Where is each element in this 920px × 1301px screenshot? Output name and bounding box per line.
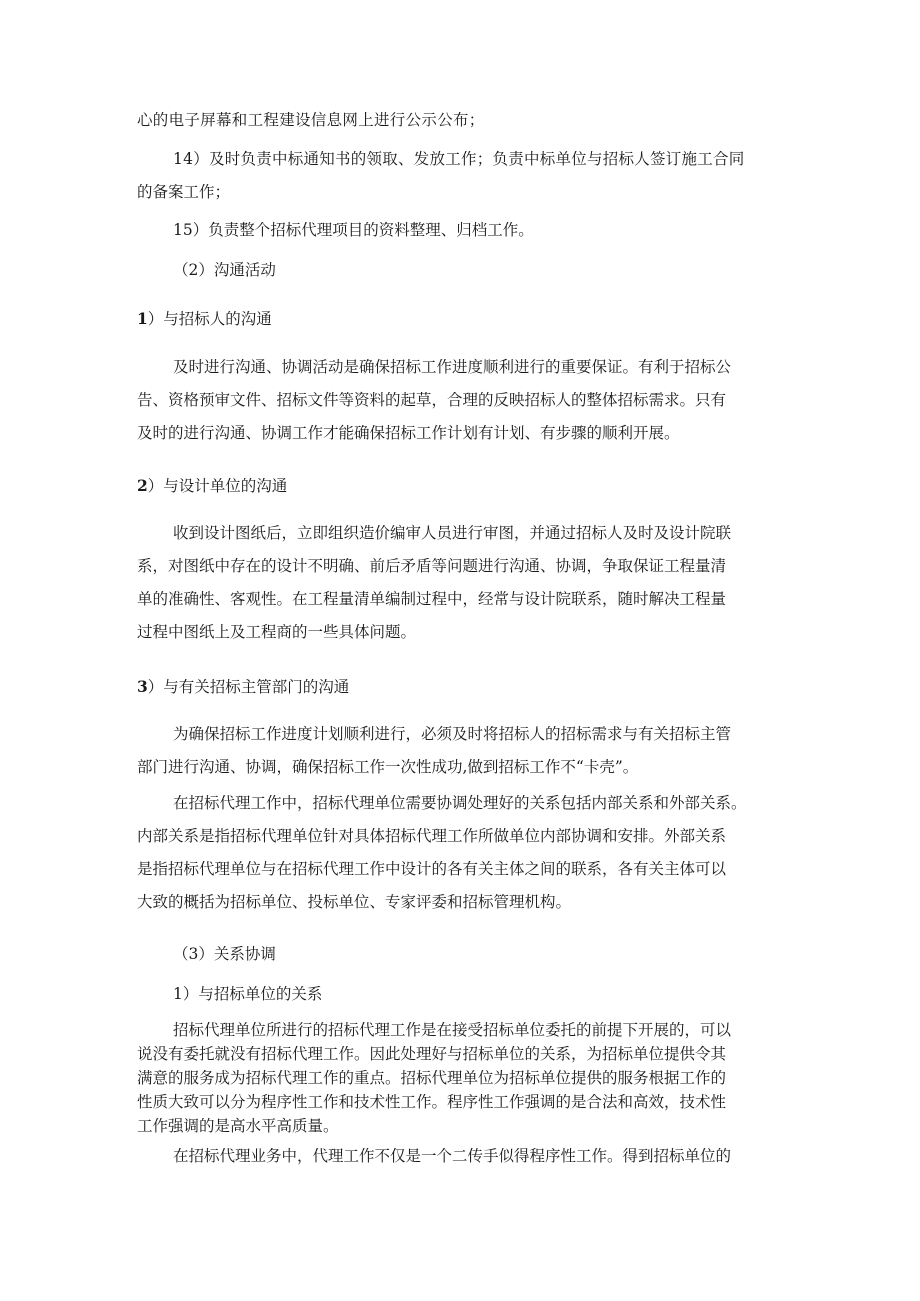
text-line: 大致的概括为招标单位、投标单位、专家评委和招标管理机构。 bbox=[137, 893, 572, 911]
text-line: 告、资格预审文件、招标文件等资料的起草，合理的反映招标人的整体招标需求。只有 bbox=[137, 391, 727, 409]
text-line bbox=[137, 302, 787, 336]
text-line: 内部关系是指招标代理单位针对具体招标代理工作所做单位内部协调和安排。外部关系 bbox=[137, 827, 727, 845]
heading-1 bbox=[137, 302, 787, 336]
text-line: 14）及时负责中标通知书的领取、发放工作；负责中标单位与招标人签订施工合同 bbox=[173, 150, 745, 168]
text-line: 15）负责整个招标代理项目的资料整理、归档工作。 bbox=[173, 221, 534, 239]
paragraph-5 bbox=[137, 1018, 787, 1138]
text-line: 是指招标代理单位与在招标代理工作中设计的各有关主体之间的联系，各有关主体可以 bbox=[137, 860, 727, 878]
text-line: 单的准确性、客观性。在工程量清单编制过程中，经常与设计院联系，随时解决工程量 bbox=[137, 590, 727, 608]
paragraph-3 bbox=[137, 718, 787, 784]
heading-text: ）与招标人的沟通 bbox=[147, 310, 272, 328]
section-heading-3 bbox=[137, 938, 787, 971]
text-line: 部门进行沟通、协调，确保招标工作一次性成功,做到招标工作不“卡壳”。 bbox=[137, 758, 639, 776]
text-line: 工作强调的是高水平高质量。 bbox=[137, 1117, 339, 1135]
paragraph-2 bbox=[137, 517, 787, 649]
heading-text: ）与设计单位的沟通 bbox=[147, 477, 288, 495]
text-line bbox=[137, 469, 787, 503]
text-line: 及时的进行沟通、协调工作才能确保招标工作计划有计划、有步骤的顺利开展。 bbox=[137, 424, 680, 442]
text-line: 招标代理单位所进行的招标代理工作是在接受招标单位委托的前提下开展的，可以 bbox=[173, 1021, 732, 1039]
list-item-15 bbox=[137, 214, 787, 247]
text-line: 在招标代理工作中，招标代理单位需要协调处理好的关系包括内部关系和外部关系。 bbox=[173, 794, 747, 812]
heading-3 bbox=[137, 670, 787, 704]
text-line: 过程中图纸上及工程商的一些具体问题。 bbox=[137, 623, 417, 641]
text-line: 为确保招标工作进度计划顺利进行，必须及时将招标人的招标需求与有关招标主管 bbox=[173, 725, 732, 743]
heading-text: ）与有关招标主管部门的沟通 bbox=[147, 678, 350, 696]
text-line: 1）与招标单位的关系 bbox=[173, 985, 323, 1003]
text-line: 收到设计图纸后，立即组织造价编审人员进行审图，并通过招标人及时及设计院联 bbox=[173, 524, 732, 542]
paragraph-continuation bbox=[137, 104, 787, 137]
paragraph-4 bbox=[137, 787, 787, 919]
text-line: 及时进行沟通、协调活动是确保招标工作进度顺利进行的重要保证。有利于招标公 bbox=[173, 358, 732, 376]
text-line: 在招标代理业务中，代理工作不仅是一个二传手似得程序性工作。得到招标单位的 bbox=[173, 1147, 732, 1165]
text-line: 心的电子屏幕和工程建设信息网上进行公示公布； bbox=[137, 111, 485, 129]
text-line: （3）关系协调 bbox=[173, 945, 276, 963]
heading-number: 3 bbox=[137, 677, 148, 696]
list-item-14 bbox=[137, 143, 787, 209]
text-line: 性质大致可以分为程序性工作和技术性工作。程序性工作强调的是合法和高效，技术性 bbox=[137, 1093, 727, 1111]
text-line: 系，对图纸中存在的设计不明确、前后矛盾等问题进行沟通、协调，争取保证工程量清 bbox=[137, 557, 727, 575]
paragraph-1 bbox=[137, 351, 787, 450]
text-line: 说没有委托就没有招标代理工作。因此处理好与招标单位的关系，为招标单位提供令其 bbox=[137, 1045, 727, 1063]
text-line: 的备案工作； bbox=[137, 183, 231, 201]
text-line: （2）沟通活动 bbox=[173, 261, 276, 279]
heading-number: 2 bbox=[137, 476, 148, 495]
text-line bbox=[137, 670, 787, 704]
heading-2 bbox=[137, 469, 787, 503]
paragraph-6 bbox=[137, 1140, 787, 1173]
heading-number: 1 bbox=[137, 309, 148, 328]
section-heading-2 bbox=[137, 254, 787, 287]
subheading-1 bbox=[137, 978, 787, 1011]
text-line: 满意的服务成为招标代理工作的重点。招标代理单位为招标单位提供的服务根据工作的 bbox=[137, 1069, 727, 1087]
